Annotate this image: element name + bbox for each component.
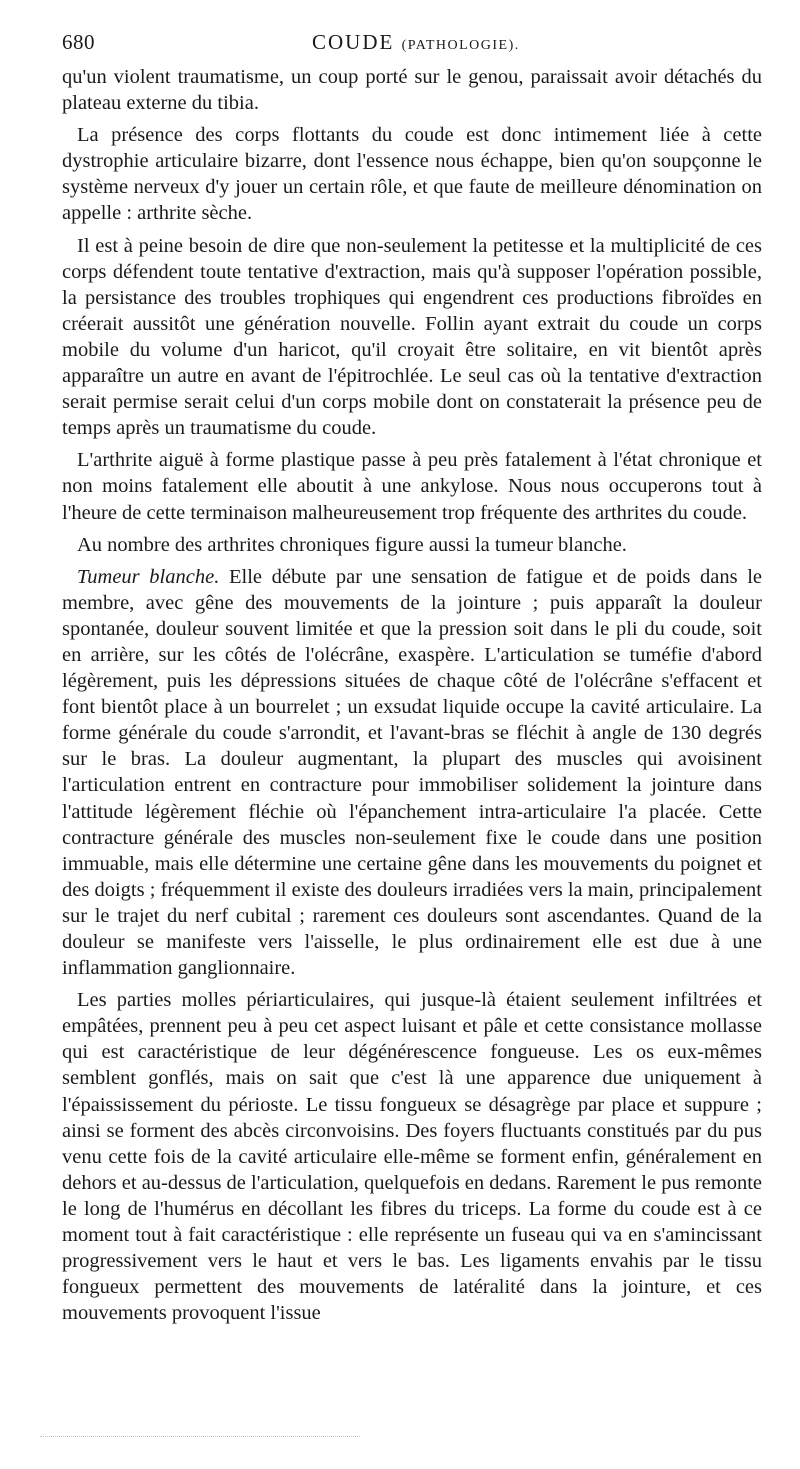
paragraph-continuation: qu'un violent traumatisme, un coup porté sur le genou, paraissait avoir détachés du plateau externe du tibia. xyxy=(62,66,762,115)
body-text xyxy=(62,64,762,1332)
running-title-subtitle: (PATHOLOGIE). xyxy=(401,38,520,53)
section-lead-tumeur-blanche: Tumeur blanche. xyxy=(77,565,220,588)
footer-smudge-divider xyxy=(40,1436,360,1439)
paragraph-tumeur-blanche-text: Elle débute par une sensation de fatigue et de poids dans le membre, avec gêne des mouvements de la jointure ; puis apparaît la douleur spontanée, douleur souvent limitée et que la pression soit dans le pli du coude, soit en arrière, sur les côtés de l'olécrâne, exaspère. L'articulation se tuméfie d'abord légèrement, puis les dépressions situées de chaque côté de l'olécrâne s'effacent et font bientôt place à un bourrelet ; un exsudat liquide occupe la cavité articulaire. La forme générale du coude s'arrondit, et l'avant-bras se fléchit à angle de 130 degrés sur le bras. La douleur augmentant, la plupart des muscles qui avoisinent l'articulation entrent en contracture pour immobiliser solidement la jointure dans l'attitude légèrement fléchie où l'épanchement intra-articulaire l'a placée. Cette contracture générale des muscles non-seulement fixe le coude dans une position immuable, mais elle détermine une certaine gêne dans les mouvements du poignet et des doigts ; fréquemment il existe des douleurs irradiées vers la main, principalement sur le trajet du nerf cubital ; rarement ces douleurs sont ascendantes. Quand de la douleur se manifeste vers l'aisselle, le plus ordinairement elle est due à une inflammation ganglionnaire. xyxy=(62,565,762,980)
running-head xyxy=(62,30,768,60)
paragraph-dystrophie: La présence des corps flottants du coude est donc intimement liée à cette dystrophie articulaire bizarre, dont l'essence nous échappe, bien qu'on soupçonne le système nerveux d'y jouer un certain rôle, et que faute de meilleure dénomination on appelle : arthrite sèche. xyxy=(62,124,762,225)
paragraph-extraction: Il est à peine besoin de dire que non-seulement la petitesse et la multiplicité de ces corps défendent toute tentative d'extraction, mais qu'à supposer l'opération possible, la persistance des troubles trophiques qui engendrent ces productions fibroïdes en créerait aussitôt une génération nouvelle. Follin ayant extrait du coude un corps mobile du volume d'un haricot, qu'il croyait être solitaire, en vit bientôt après apparaître un autre en avant de l'épitrochlée. Le seul cas où la tentative d'extraction serait permise serait celui d'un corps mobile dont on constaterait la présence peu de temps après un traumatisme du coude. xyxy=(62,234,762,440)
page-number: 680 xyxy=(62,30,95,54)
paragraph-arthrites-chroniques: Au nombre des arthrites chroniques figure aussi la tumeur blanche. xyxy=(77,533,627,556)
paragraph-tumeur-blanche xyxy=(62,564,762,982)
running-title-main: COUDE xyxy=(312,30,395,54)
paragraph-arthrite-aigue: L'arthrite aiguë à forme plastique passe à peu près fatalement à l'état chronique et non moins fatalement elle aboutit à une ankylose. Nous nous occuperons tout à l'heure de cette terminaison malheureusement trop fréquente des arthrites du coude. xyxy=(62,449,762,524)
paragraph-parties-molles: Les parties molles périarticulaires, qui jusque-là étaient seulement infiltrées et empâtées, prennent peu à peu cet aspect luisant et pâle et cette consistance mollasse qui est caractéristique de leur dégénérescence fongueuse. Les os eux-mêmes semblent gonflés, mais on sait que c'est là une apparence due uniquement à l'épaississement du périoste. Le tissu fongueux se désagrège par place et suppure ; ainsi se forment des abcès circonvoisins. Des foyers fluctuants constitués par du pus venu cette fois de la cavité articulaire elle-même se forment enfin, généralement en dehors et au-dessus de l'articulation, quelquefois en dedans. Rarement le pus remonte le long de l'humérus en décollant les fibres du triceps. La forme du coude est à ce moment tout à fait caractéristique : elle représente un fuseau qui va en s'amincissant progressivement vers le haut et vers le bas. Les ligaments envahis par le tissu fongueux permettent des mouvements de latéralité dans la jointure, et ces mouvements provoquent l'issue xyxy=(62,989,762,1325)
running-title xyxy=(312,30,520,55)
